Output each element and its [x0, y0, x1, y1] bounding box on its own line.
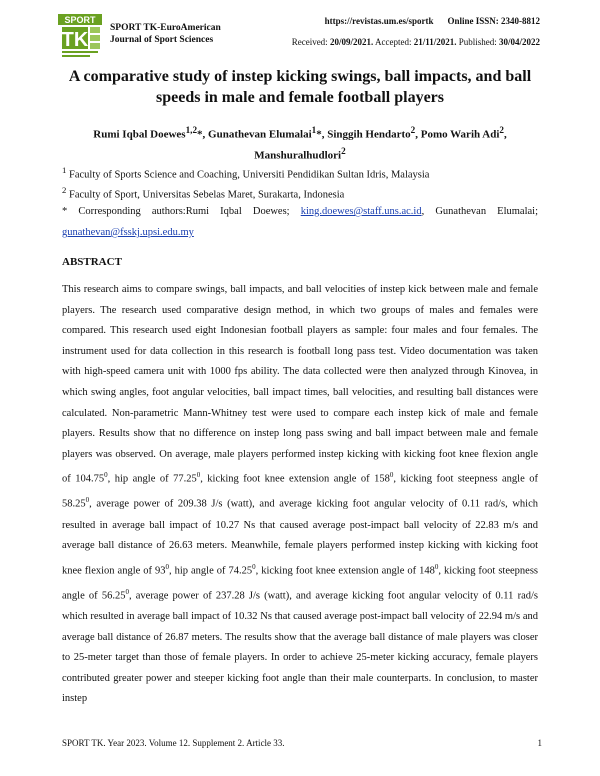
page-footer: SPORT TK. Year 2023. Volume 12. Supplement 2. Article 33. — [62, 738, 285, 748]
author-list: Rumi Iqbal Doewes$^{1,2}$*, Gunathevan Elumalai$^1$*, Singgih Hendarto$^2$, Pomo Warih Adi$^2$, Manshuralhudlori$^2$ — [93, 125, 507, 162]
email-link-2[interactable]: gunathevan@fsskj.upsi.edu.my — [62, 227, 194, 238]
affiliation-2-text: Faculty of Sport, Universitas Sebelas Maret, Surakarta, Indonesia — [69, 189, 345, 201]
abstract-text: , kicking foot knee extension angle of 158 — [200, 473, 390, 485]
corresponding-authors — [62, 201, 538, 222]
affiliation-1-marker: 1 — [62, 165, 67, 175]
author-name: Gunathevan Elumalai — [208, 128, 312, 141]
author-affiliation-marker: 1,2 — [185, 125, 198, 135]
degree-marker: 0 — [104, 471, 108, 480]
affiliation-2-marker: 2 — [62, 185, 67, 195]
author-affiliation-marker: 1 — [311, 125, 317, 135]
abstract-text: , hip angle of 74.25 — [169, 565, 253, 577]
abstract-text: , kicking foot knee extension angle of 148 — [255, 565, 435, 577]
author-affiliation-marker: 2 — [341, 145, 346, 156]
accepted-label: Accepted: — [374, 37, 412, 47]
author-name: Singgih Hendarto — [327, 128, 411, 141]
published-label: Published: — [458, 37, 497, 47]
abstract-text: , average power of 209.38 J/s (watt), and average kicking foot angular velocity of 0.11 rad/s, which resulted in average ball impact of 10.27 Ns that caused average post-impact ball velocity of 22.83 m/s and average ball distance of 26.63 meters. Meanwhile, female players performed instep kicking with kicking foot knee flexion angle of 93 — [62, 498, 538, 577]
abstract-text: , kicking foot steepness angle of 56.25 — [62, 565, 538, 602]
corresponding-middle: , Gunathevan Elumalai; — [421, 206, 538, 217]
degree-marker: 0 — [196, 471, 201, 480]
journal-name-line1: SPORT TK-EuroAmerican — [110, 23, 221, 33]
journal-name-line2: Journal of Sport Sciences — [110, 35, 214, 45]
abstract-text: This research aims to compare swings, ball impacts, and ball velocities of instep kick between male and female players. The research used comparative design method, in which two groups of males and females were compared. This research used eight Indonesian football players as sample: four males and four females. The instrument used for data collection in this research is football long pass test. Video documentation was taken with high-speed camera unit with 1000 fps ability. The data collected were then analyzed through Kinovea, in which swing angles, foot angular velocities, ball impact times, ball velocities, and resulting ball distances were calculated. Non-parametric Mann-Whitney test were used to compare each instep kick of male and female players. Results show that no difference on instep long pass swing and ball impact between male and female players was observed. On average, male players performed instep kicking with kicking foot knee flexion angle of 104.75 — [62, 284, 538, 485]
author-name: Rumi Iqbal Doewes — [93, 128, 186, 141]
author-name: Manshuralhudlori — [254, 149, 342, 162]
journal-url[interactable]: https://revistas.um.es/sportk — [324, 16, 434, 26]
abstract-body — [62, 280, 538, 710]
email-link-1[interactable]: king.doewes@staff.uns.ac.id — [300, 206, 422, 217]
publication-dates — [292, 37, 540, 47]
degree-marker: 0 — [389, 471, 394, 480]
received-date: 20/09/2021. — [329, 37, 374, 47]
article-title: A comparative study of instep kicking swings, ball impacts, and ball speeds in male and female football players — [68, 68, 532, 106]
issn: Online ISSN: 2340-8812 — [447, 16, 540, 26]
corresponding-prefix: * Corresponding authors:Rumi Iqbal Doewes; — [62, 206, 301, 217]
svg-text:TK: TK — [61, 29, 89, 51]
degree-marker: 0 — [125, 587, 129, 596]
abstract-text: , hip angle of 77.25 — [107, 473, 197, 485]
received-label: Received: — [291, 37, 328, 47]
degree-marker: 0 — [434, 562, 439, 571]
author-affiliation-marker: 2 — [499, 125, 504, 135]
accepted-date: 21/11/2021. — [413, 37, 457, 47]
journal-meta — [325, 16, 540, 26]
degree-marker: 0 — [252, 562, 256, 571]
page-number: 1 — [537, 738, 542, 748]
abstract-text: , kicking foot steepness angle of 58.25 — [62, 473, 538, 510]
corresponding-mark: * — [316, 128, 322, 141]
published-date: 30/04/2022 — [498, 37, 540, 47]
degree-marker: 0 — [85, 496, 90, 505]
degree-marker: 0 — [165, 562, 169, 571]
corresponding-authors-line2 — [62, 222, 194, 243]
author-name: Pomo Warih Adi — [420, 128, 500, 141]
corresponding-mark: * — [197, 128, 203, 141]
abstract-text: , average power of 237.28 J/s (watt), and average kicking foot angular velocity of 0.11 rad/s which resulted in average ball impact of 10.32 Ns that caused average post-impact ball velocity of 22.94 m/s and average ball distance of 26.87 meters. The results show that the average ball distance of male players was closer to 25-meter target than those of female players. In order to achieve 25-meter kicking accuracy, female players contributed greater power and steeper kicking foot angle than their male counterparts. In conclusion, to master instep — [62, 590, 538, 705]
abstract-heading: ABSTRACT — [62, 256, 122, 268]
author-affiliation-marker: 2 — [410, 125, 416, 135]
affiliation-1-text: Faculty of Sports Science and Coaching, Universiti Pendidikan Sultan Idris, Malaysia — [69, 169, 430, 181]
svg-text:SPORT: SPORT — [64, 15, 96, 25]
journal-logo — [58, 14, 102, 58]
journal-name — [110, 22, 221, 46]
